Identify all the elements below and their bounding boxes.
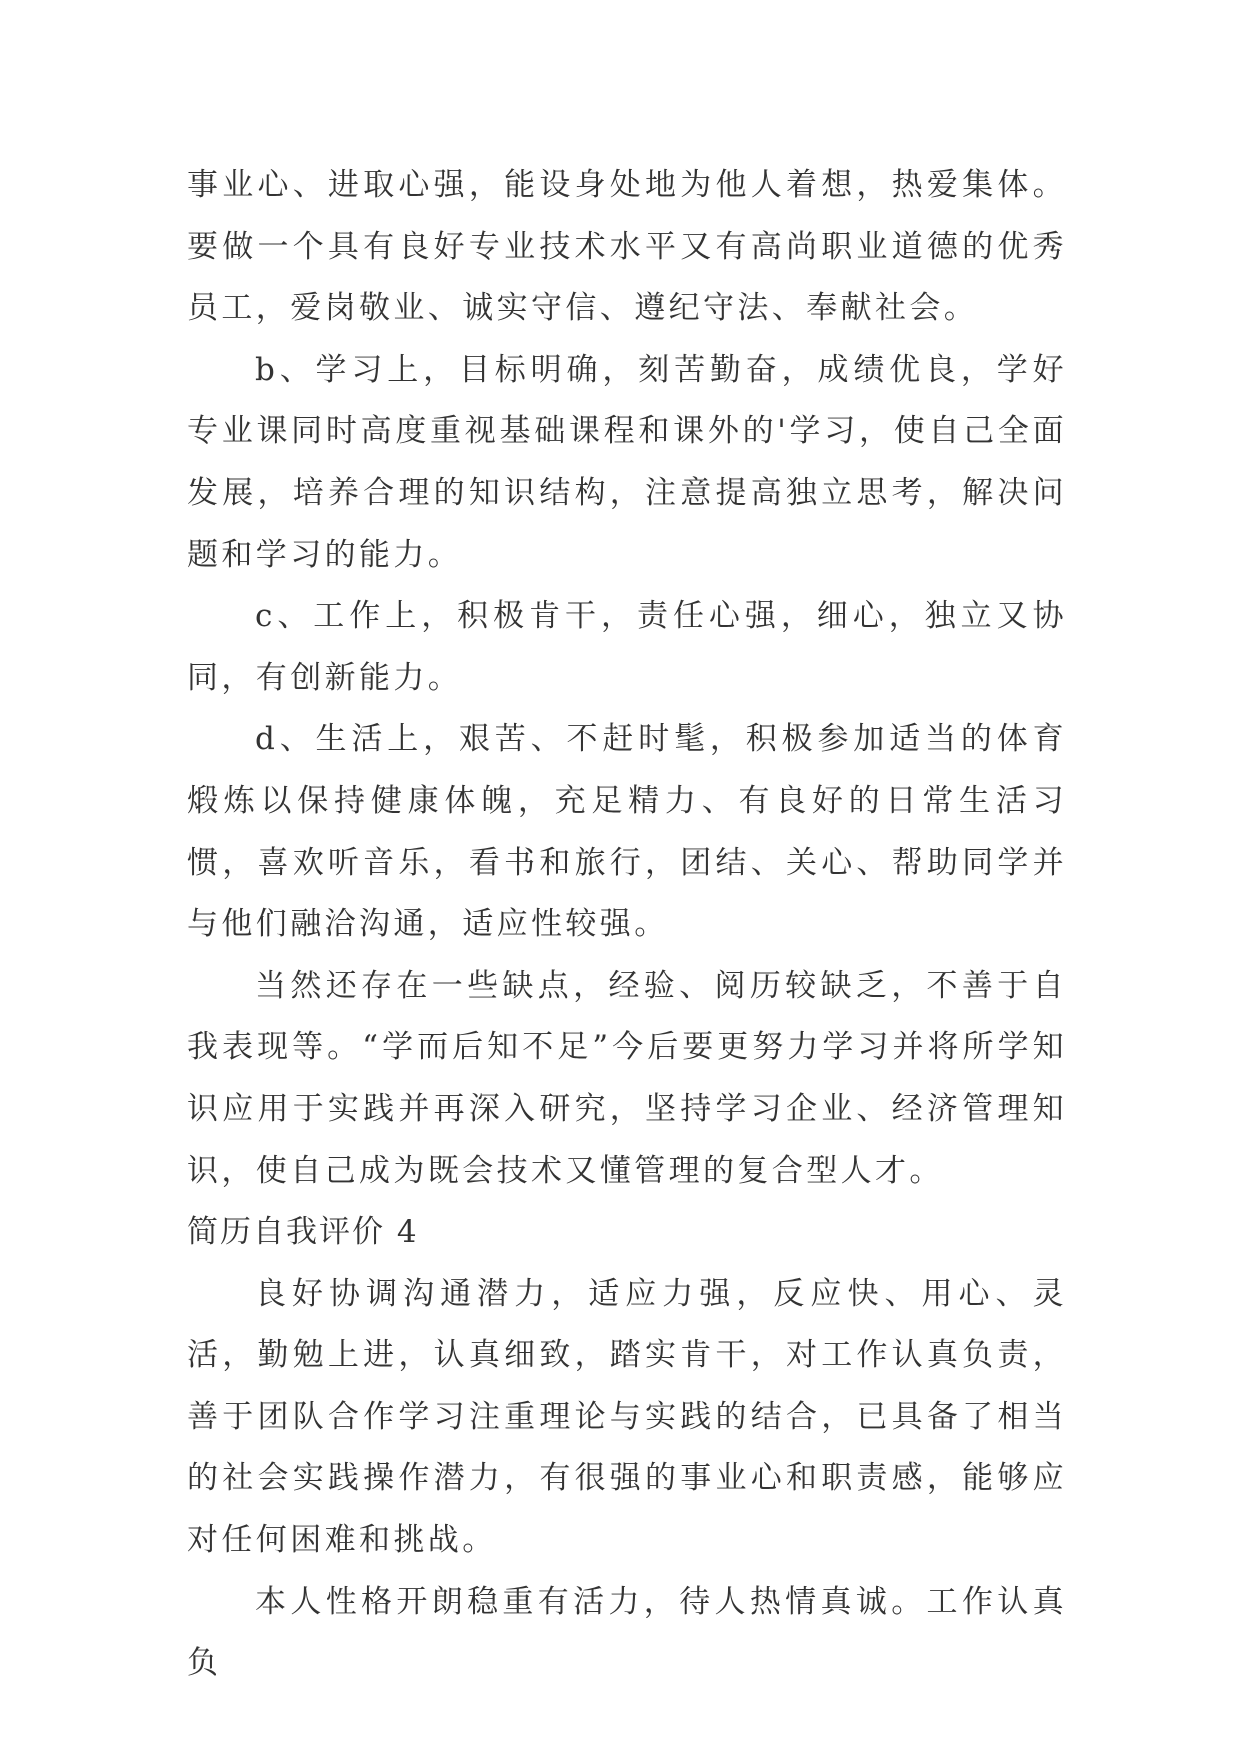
section-heading: 简历自我评价 4 bbox=[187, 1214, 419, 1251]
paragraph-personality: 本人性格开朗稳重有活力，待人热情真诚。工作认真负 bbox=[187, 1583, 1067, 1682]
paragraph-work: c、工作上，积极肯干，责任心强，细心，独立又协同，有创新能力。 bbox=[187, 598, 1067, 696]
paragraph-shortcomings: 当然还存在一些缺点，经验、阅历较缺乏，不善于自我表现等。“学而后知不足”今后要更努力学习并将所学知识应用于实践并再深入研究，坚持学习企业、经济管理知识，使自己成为既会技术又懂管理的复合型人才。 bbox=[187, 967, 1067, 1189]
paragraph-evaluation: 良好协调沟通潜力，适应力强，反应快、用心、灵活，勤勉上进，认真细致，踏实肯干，对工作认真负责，善于团队合作学习注重理论与实践的结合，已具备了相当的社会实践操作潜力，有很强的事业心和职责感，能够应对任何困难和挑战。 bbox=[187, 1275, 1067, 1559]
document-body bbox=[187, 155, 1067, 1695]
paragraph-life: d、生活上，艰苦、不赶时髦，积极参加适当的体育煅炼以保持健康体魄，充足精力、有良好的日常生活习惯，喜欢听音乐，看书和旅行，团结、关心、帮助同学并与他们融洽沟通，适应性较强。 bbox=[187, 721, 1067, 943]
paragraph-continuation: 事业心、进取心强，能设身处地为他人着想，热爱集体。要做一个具有良好专业技术水平又有高尚职业道德的优秀员工，爱岗敬业、诚实守信、遵纪守法、奉献社会。 bbox=[187, 167, 1067, 327]
paragraph-study: b、学习上，目标明确，刻苦勤奋，成绩优良，学好专业课同时高度重视基础课程和课外的'学习，使自己全面发展，培养合理的知识结构，注意提高独立思考，解决问题和学习的能力。 bbox=[187, 351, 1067, 573]
